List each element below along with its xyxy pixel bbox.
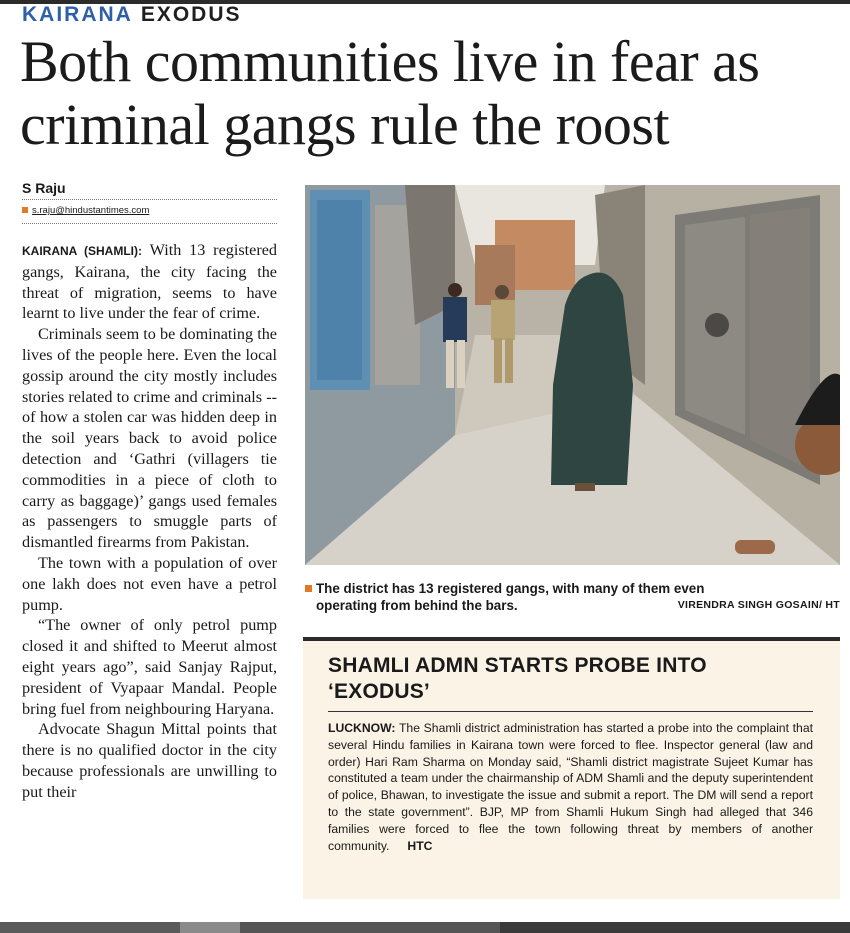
article-body <box>22 240 277 920</box>
sidebar-text: The Shamli district administration has started a probe into the complaint that several Hindu families in Kairana town were forced to flee. Inspector general (law and order) Hari Ram Sharma on Monday said, “Shamli district magistrate Sujeet Kumar has constituted a team under the chairmanship of ADM Shamli and the deputy superintendent of police, Bhawan, to investigate the issue and submit a report. The DM will send a report to the state government”. BJP, MP from Shamli Hukum Singh had alleged that 346 families were forced to flee the town following threat by members of another community. <box>328 721 813 853</box>
caption-text: The district has 13 registered gangs, with many of them even <box>316 581 705 596</box>
dateline: KAIRANA (SHAMLI): <box>22 244 143 258</box>
bullet-square-icon <box>305 585 312 592</box>
headline-line-1: Both communities live in fear as <box>20 29 760 94</box>
kicker-location: KAIRANA <box>22 3 133 26</box>
caption-line-1 <box>305 580 840 597</box>
sidebar-headline: SHAMLI ADMN STARTS PROBE INTO ‘EXODUS’ <box>328 653 813 712</box>
photo-credit: VIRENDRA SINGH GOSAIN/ HT <box>677 599 840 611</box>
byline-rule <box>22 223 277 224</box>
sidebar-dateline: LUCKNOW: <box>328 721 396 735</box>
author-email-link[interactable] <box>22 205 149 216</box>
article-paragraph <box>22 240 277 324</box>
author-email: s.raju@hindustantimes.com <box>32 205 150 216</box>
kicker-topic: EXODUS <box>140 3 242 26</box>
paragraph-text: With 13 registered gangs, Kairana, the city facing the threat of migration, seems to have learnt to live under the fear of crime. <box>22 241 277 323</box>
byline <box>22 180 277 224</box>
author-name: S Raju <box>22 180 277 200</box>
article-paragraph: Criminals seem to be dominating the lives of the people here. Even the local gossip around the city mostly includes stories related to crime and criminals -- of how a stolen car was hidden deep in the soil years back to avoid police detection and ‘Gathri (villagers tie commodities in a piece of cloth to carry as baggage)’ gangs used females as passengers to smuggle parts of dismantled firearms from Pakistan. <box>22 325 277 552</box>
section-kicker <box>22 4 242 26</box>
headline <box>20 30 840 156</box>
article-paragraph: The town with a population of over one lakh does not even have a petrol pump. <box>22 553 277 614</box>
photo-caption <box>305 580 840 614</box>
news-photo <box>305 185 840 565</box>
sidebar-body <box>328 720 813 854</box>
alley-photo-illustration <box>305 185 840 565</box>
scroll-segment[interactable] <box>0 922 180 933</box>
scroll-thumb[interactable] <box>180 922 240 933</box>
caption-line-2: operating from behind the bars. <box>316 598 518 613</box>
scroll-segment[interactable] <box>240 922 500 933</box>
article-paragraph: Advocate Shagun Mittal points that there is no qualified doctor in the city because professionals are unwilling to put their <box>22 720 277 801</box>
headline-line-2: criminal gangs rule the roost <box>20 92 670 157</box>
article-paragraph: “The owner of only petrol pump closed it and shifted to Meerut almost eight years ago”, said Sanjay Rajput, president of Vyapaar Mandal. People bring fuel from neighbouring Haryana. <box>22 616 277 718</box>
bullet-square-icon <box>22 207 28 213</box>
sidebar-box <box>303 637 840 899</box>
sidebar-tag: HTC <box>407 838 433 853</box>
viewer-bottom-bar <box>0 922 850 933</box>
